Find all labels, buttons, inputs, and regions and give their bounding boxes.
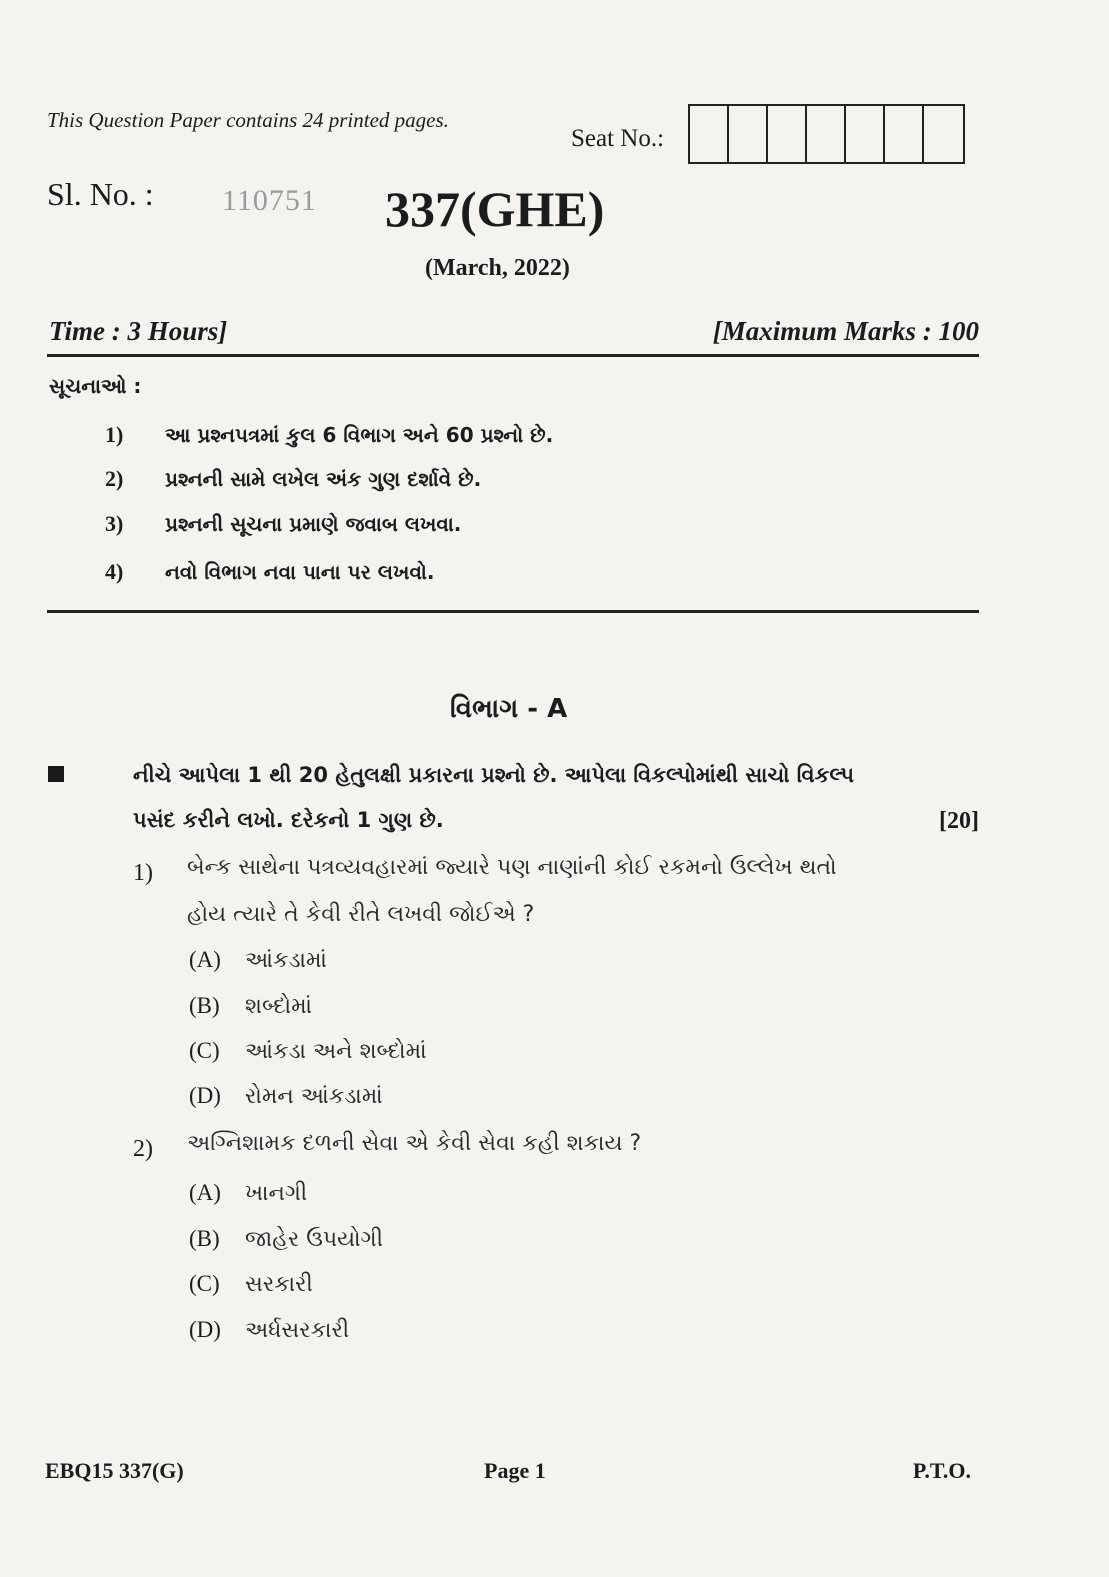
answer-option: (C) આંકડા અને શબ્દોમાં bbox=[189, 1038, 427, 1064]
question-text: બેન્ક સાથેના પત્રવ્યવહારમાં જ્યારે પણ નાણાંની કોઈ રકમનો ઉલ્લેખ થતો bbox=[187, 855, 837, 880]
instruction-item: 3) પ્રશ્નની સૂચના પ્રમાણે જવાબ લખવા. bbox=[105, 511, 462, 536]
instruction-item: 1) આ પ્રશ્નપત્રમાં કુલ 6 વિભાગ અને 60 પ્રશ્નો છે. bbox=[105, 422, 554, 447]
paper-code: 337(GHE) bbox=[385, 181, 605, 237]
seat-label: Seat No.: bbox=[571, 125, 665, 152]
seat-box bbox=[846, 106, 885, 162]
section-instruction: પસંદ કરીને લખો. દરેકનો 1 ગુણ છે. bbox=[133, 808, 444, 832]
seat-box bbox=[885, 106, 924, 162]
instruction-item: 2) પ્રશ્નની સામે લખેલ અંક ગુણ દર્શાવે છે. bbox=[105, 466, 482, 491]
divider bbox=[47, 354, 979, 357]
serial-label: Sl. No. : bbox=[47, 176, 154, 212]
question-number: 2) bbox=[133, 1136, 153, 1162]
instruction-item: 4) નવો વિભાગ નવા પાના પર લખવો. bbox=[105, 559, 435, 584]
answer-option: (D) અર્ધસરકારી bbox=[189, 1317, 350, 1343]
section-instruction: નીચે આપેલા 1 થી 20 હેતુલક્ષી પ્રકારના પ્રશ્નો છે. આપેલા વિકલ્પોમાંથી સાચો વિકલ્પ bbox=[133, 763, 854, 787]
seat-box bbox=[729, 106, 768, 162]
answer-option: (B) જાહેર ઉપયોગી bbox=[189, 1226, 383, 1252]
question-text: અગ્નિશામક દળની સેવા એ કેવી સેવા કહી શકાય ? bbox=[187, 1131, 642, 1156]
square-bullet-icon bbox=[48, 766, 64, 782]
seat-box bbox=[924, 106, 963, 162]
footer-code: EBQ15 337(G) bbox=[45, 1458, 184, 1483]
exam-date: (March, 2022) bbox=[425, 255, 570, 281]
seat-box bbox=[768, 106, 807, 162]
seat-number-boxes bbox=[688, 104, 965, 164]
instructions-heading: સૂચનાઓ : bbox=[49, 374, 142, 398]
serial-number: 110751 bbox=[222, 184, 317, 217]
answer-option: (A) આંકડામાં bbox=[189, 947, 327, 973]
answer-option: (C) સરકારી bbox=[189, 1271, 313, 1297]
pages-note: This Question Paper contains 24 printed pages. bbox=[47, 108, 449, 132]
answer-option: (A) ખાનગી bbox=[189, 1180, 308, 1206]
time-allowed: Time : 3 Hours] bbox=[49, 316, 228, 346]
divider bbox=[47, 610, 979, 613]
question-text: હોય ત્યારે તે કેવી રીતે લખવી જોઈએ ? bbox=[187, 902, 535, 927]
seat-box bbox=[690, 106, 729, 162]
pto-label: P.T.O. bbox=[912, 1458, 971, 1483]
section-marks: [20] bbox=[939, 808, 979, 834]
answer-option: (D) રોમન આંકડામાં bbox=[189, 1083, 383, 1109]
maximum-marks: [Maximum Marks : 100 bbox=[712, 316, 979, 346]
answer-option: (B) શબ્દોમાં bbox=[189, 993, 313, 1019]
section-title: વિભાગ - A bbox=[450, 694, 568, 724]
seat-box bbox=[807, 106, 846, 162]
page-number: Page 1 bbox=[484, 1458, 546, 1483]
question-number: 1) bbox=[133, 860, 153, 886]
